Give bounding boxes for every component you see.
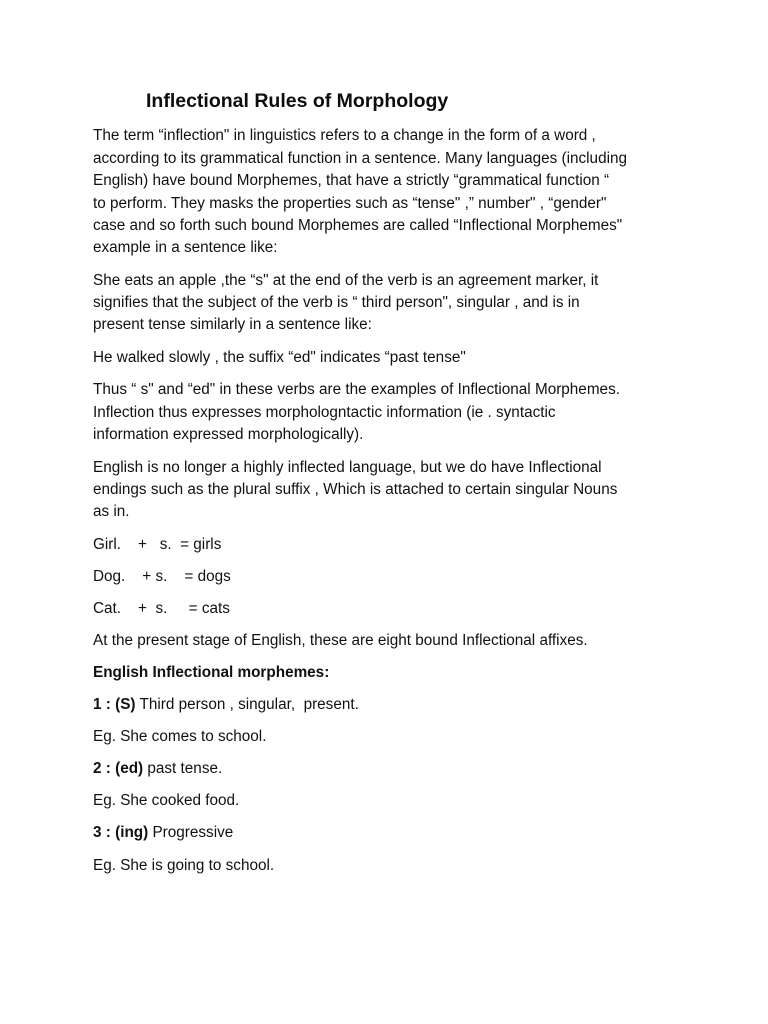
- plural-example-girls: Girl. + s. = girls: [93, 536, 222, 553]
- present-stage-line: At the present stage of English, these are eight bound Inflectional affixes.: [93, 632, 588, 649]
- intro-line-1: The term “inflection" in linguistics refers to a change in the form of a word ,: [93, 127, 596, 144]
- intro-line-3: English) have bound Morphemes, that have a strictly “grammatical function “: [93, 172, 610, 189]
- morpheme-example-3: Eg. She is going to school.: [93, 857, 275, 874]
- morpheme-example-2: Eg. She cooked food.: [93, 792, 240, 809]
- intro-line-2: according to its grammatical function in a sentence. Many languages (including: [93, 150, 627, 167]
- morpheme-item-1: [93, 694, 359, 716]
- english-no-longer-line-2: endings such as the plural suffix , Which is attached to certain singular Nouns: [93, 481, 618, 498]
- plural-example-dogs: Dog. + s. = dogs: [93, 568, 231, 585]
- morpheme-example-1: Eg. She comes to school.: [93, 728, 267, 745]
- she-eats-line-1: She eats an apple ,the “s" at the end of the verb is an agreement marker, it: [93, 272, 599, 289]
- morpheme-label: 2 : (ed): [93, 760, 144, 777]
- thus-line-3: information expressed morphologically).: [93, 426, 364, 443]
- she-eats-line-3: present tense similarly in a sentence like:: [93, 316, 372, 333]
- morpheme-description: Third person , singular, present.: [135, 696, 359, 713]
- english-no-longer-line-1: English is no longer a highly inflected language, but we do have Inflectional: [93, 459, 602, 476]
- she-eats-line-2: signifies that the subject of the verb is “ third person", singular , and is in: [93, 294, 580, 311]
- intro-line-6: example in a sentence like:: [93, 239, 278, 256]
- morphemes-heading: English Inflectional morphemes:: [93, 664, 330, 681]
- thus-line-1: Thus “ s" and “ed" in these verbs are the examples of Inflectional Morphemes.: [93, 381, 620, 398]
- document-title: Inflectional Rules of Morphology: [146, 90, 449, 112]
- morpheme-description: past tense.: [143, 760, 223, 777]
- plural-example-cats: Cat. + s. = cats: [93, 600, 230, 617]
- english-no-longer-line-3: as in.: [93, 503, 130, 520]
- intro-line-5: case and so forth such bound Morphemes are called “Inflectional Morphemes": [93, 217, 623, 234]
- morpheme-description: Progressive: [148, 824, 234, 841]
- morpheme-label: 3 : (ing): [93, 824, 149, 841]
- intro-line-4: to perform. They masks the properties such as “tense" ,” number" , “gender": [93, 195, 607, 212]
- he-walked-line: He walked slowly , the suffix “ed" indicates “past tense": [93, 349, 466, 366]
- morpheme-label: 1 : (S): [93, 696, 136, 713]
- morpheme-item-3: [93, 822, 233, 844]
- thus-line-2: Inflection thus expresses morphologntactic information (ie . syntactic: [93, 404, 556, 421]
- morpheme-item-2: [93, 758, 222, 780]
